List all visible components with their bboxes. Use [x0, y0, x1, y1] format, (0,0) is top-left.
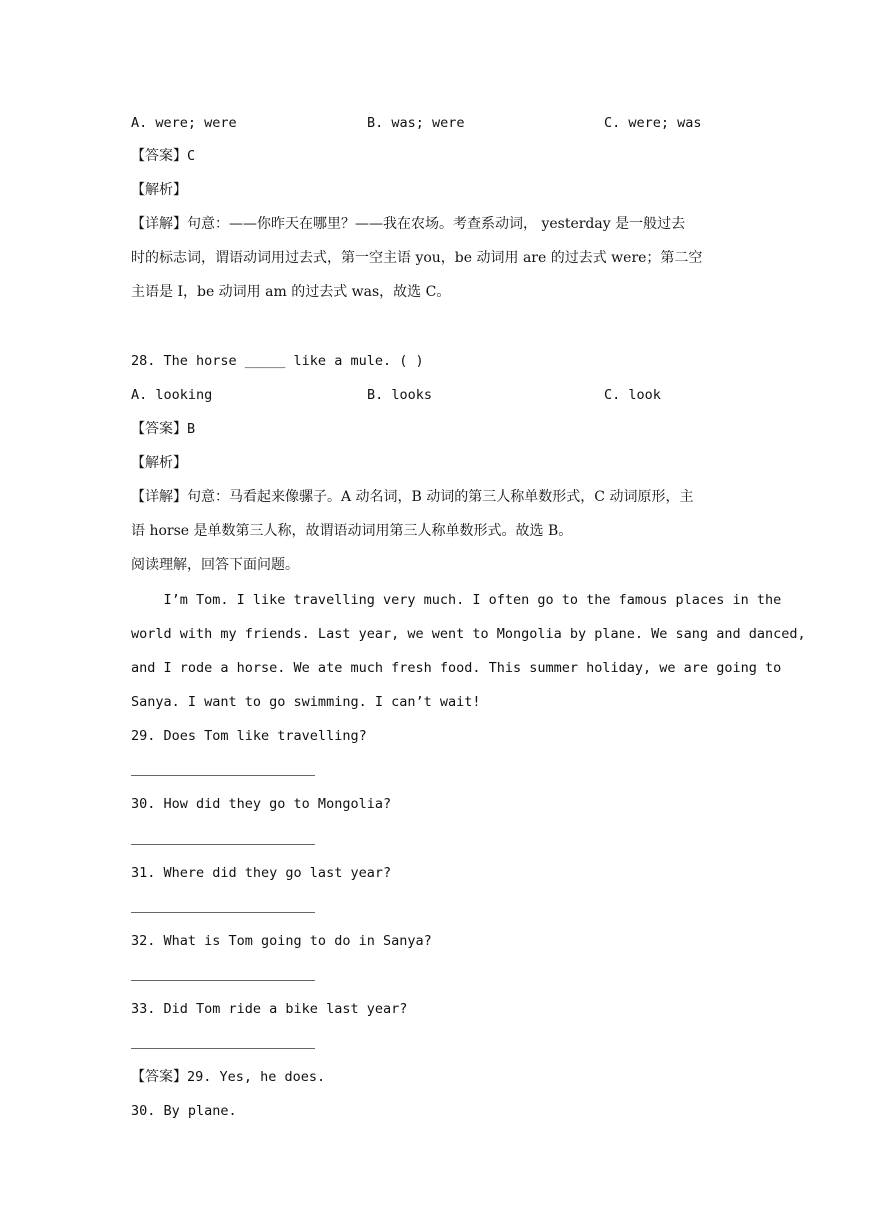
q27-option-b: B. was; were [367, 115, 465, 131]
q28-option-a: A. looking [131, 387, 213, 403]
answer-blank-33 [131, 1048, 315, 1049]
q27-option-c: C. were; was [604, 115, 702, 131]
reading-answer-30: 30. By plane. [131, 1103, 237, 1119]
q27-answer [131, 147, 195, 165]
answer-value: C [187, 148, 196, 164]
answer-29-text: 29. Yes, he does. [187, 1069, 326, 1085]
question-30: 30. How did they go to Mongolia? [131, 796, 392, 812]
q27-detail-line-2: 时的标志词，谓语动词用过去式，第一空主语 you，be 动词用 are 的过去式 were；第二空 [131, 250, 703, 266]
passage-line-1: I’m Tom. I like travelling very much. I often go to the famous places in the [131, 592, 782, 608]
q28-detail-line-2: 语 horse 是单数第三人称，故谓语动词用第三人称单数形式。故选 B。 [131, 523, 573, 539]
answer-tag: 【答案】 [131, 148, 187, 164]
q28-option-c: C. look [604, 387, 661, 403]
answer-tag: 【答案】 [131, 421, 187, 437]
answer-blank-31 [131, 912, 315, 913]
q28-answer [131, 420, 195, 438]
answer-blank-30 [131, 844, 315, 845]
reading-instruction: 阅读理解，回答下面问题。 [131, 557, 299, 573]
passage-line-4: Sanya. I want to go swimming. I can’t wait! [131, 694, 481, 710]
question-29: 29. Does Tom like travelling? [131, 728, 367, 744]
q28-detail-line-1: 【详解】句意：马看起来像骡子。A 动名词，B 动词的第三人称单数形式，C 动词原形，主 [131, 489, 694, 505]
reading-answer-29 [131, 1068, 325, 1086]
answer-blank-29 [131, 775, 315, 776]
passage-line-3: and I rode a horse. We ate much fresh food. This summer holiday, we are going to [131, 660, 782, 676]
q28-stem: 28. The horse _____ like a mule. ( ) [131, 353, 424, 369]
q27-detail-line-1: 【详解】句意：——你昨天在哪里？——我在农场。考查系动词， yesterday 是一般过去 [131, 216, 686, 232]
q28-analysis-tag: 【解析】 [131, 455, 187, 471]
answer-tag: 【答案】 [131, 1069, 187, 1085]
question-32: 32. What is Tom going to do in Sanya? [131, 933, 432, 949]
q27-analysis-tag: 【解析】 [131, 182, 187, 198]
question-33: 33. Did Tom ride a bike last year? [131, 1001, 408, 1017]
q27-option-a: A. were; were [131, 115, 237, 131]
passage-line-2: world with my friends. Last year, we went to Mongolia by plane. We sang and danced, [131, 626, 806, 642]
q27-detail-line-3: 主语是 I，be 动词用 am 的过去式 was，故选 C。 [131, 284, 451, 300]
answer-value: B [187, 421, 196, 437]
q28-option-b: B. looks [367, 387, 433, 403]
answer-blank-32 [131, 980, 315, 981]
question-31: 31. Where did they go last year? [131, 865, 392, 881]
